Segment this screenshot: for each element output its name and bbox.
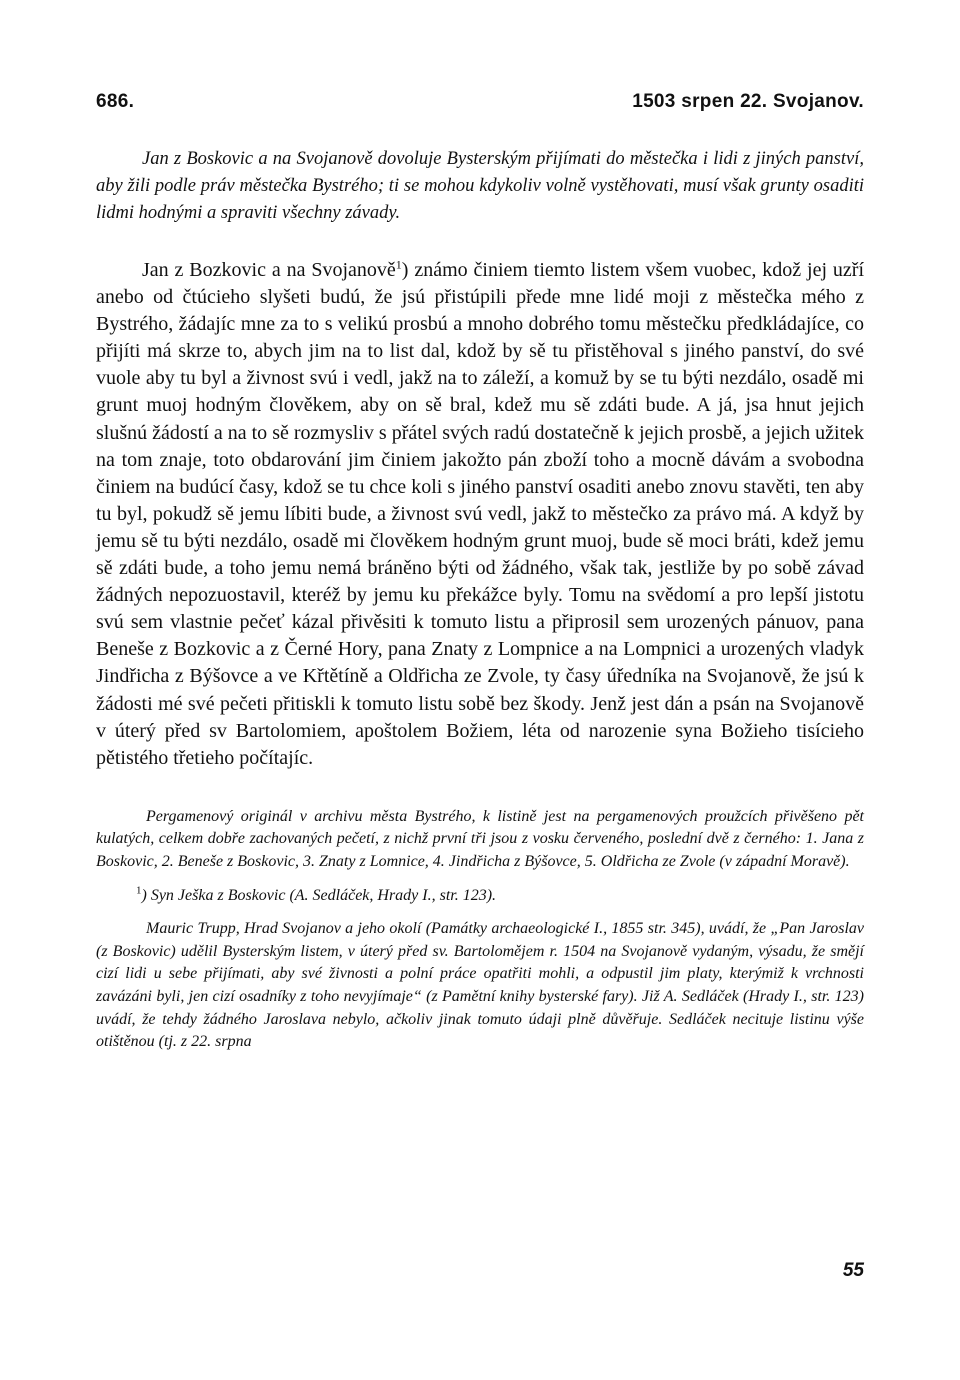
charter-text-rest: ) známo činiem tiemto listem všem vuobec, kdož jej uzří anebo od čtúcieho slyšeti budú, že jsú přistúpili přede mne lidé moji z městečka mého z Bystrého, žádajíc mne za to s velikú prosbú a mnoho dobrého tomu městečku předkládajíce, co přijíti má skrze to, abych jim na to list dal, kdož by sě tu přistěhoval s jiného panství, do své vuole aby tu byl a živnost svú i vedl, jakž na to záleží, a komuž by se tu býti nezdálo, osadě mi grunt muoj hodným člověkem, aby on sě bral, kdež mu sě zdáti bude. A já, jsa hnut jejich slušnú žádostí a na to sě rozmysliv s přátel svých radú dostatečně k jejich prosbě, a jejich užitek na tom znaje, toto obdarování jim činiem jakožto pán zboží toho a mocně dávám a svobodna činiem na budúcí časy, kdož se tu chce koli s jiného panství osaditi anebo znovu stavěti, ten aby tu byl, pokudž sě jemu líbiti bude, a živnost svú vedl, jakž to městečko za právo má. A když by jemu sě tu býti nezdálo, osadě mi člověkem hodným grunt muoj, bude sě moci bráti, kdež jemu sě zdáti bude, a toho jemu nemá bráněno býti od žádného, však tak, jestliže by po sobě závad žádných nepozuostavil, kteréž by jemu ku překážce byly. Tomu na svědomí a pro lepší jistotu svú sem vlastnie pečeť kázal přivěsiti k tomuto listu a připrosil sem urozených pánuov, pana Beneše z Bozkovic a z Černé Hory, pana Znaty z Lompnice a na Lompnici a urozených vladyk Jindřicha z Býšovce a ve Křtětíně a Oldřicha ze Zvole, ty časy úředníka na Svojanově, že jsú k žádosti mé své pečeti přitiskli k tomuto listu sobě bez škody. Jenž jest dán a psán na Svojanově v úterý před sv Bartolomiem, apoštolem Božiem, léta od narozenie syna Božieho tisícieho pětistého třetieho počítajíc. <box>96 259 865 769</box>
commentary-note: Mauric Trupp, Hrad Svojanov a jeho okolí (Památky archaeologické I., 1855 str. 345), uvádí, že „Pan Jaroslav (z Boskovic) udělil Bysterským listem, v úterý před sv. Bartolomějem r. 1504 na Svojanově vydaným, výsadu, že smějí cizí lidi u sebe přijímati, aby své živnosti a polní práce opatřiti mohli, a odpustil jim platy, kterýmiž k vrchnosti zavázáni byli, jen cizí osadníky z toho nevyjímaje“ (z Pamětní knihy bysterské fary). Již A. Sedláček (Hrady I., str. 123) uvádí, že tehdy žádného Jaroslava nebylo, ačkoliv jinak tomuto údaji plně důvěřuje. Sedláček necituje listinu výše otištěnou (tj. z 22. srpna <box>96 920 864 1051</box>
date-place-heading: 1503 srpen 22. Svojanov. <box>632 91 864 112</box>
charter-text-start: Jan z Bozkovic a na Svojanově <box>142 259 396 281</box>
footnote-mark: 1 <box>136 884 142 897</box>
page-header <box>96 88 864 116</box>
regest-summary: Jan z Boskovic a na Svojanově dovoluje Bysterským přijímati do městečka i lidi z jiných panství, aby žili podle práv městečka Bystrého; ti se mohou kdykoliv volně vystěhovati, musí však grunty osaditi lidmi hodnými a spraviti všechny závady. <box>96 149 864 223</box>
document-number: 686. <box>96 91 135 112</box>
source-note: Pergamenový originál v archivu města Bystrého, k listině jest na pergamenových proužcích přivěšeno pět kulatých, celkem dobře zachovaných pečetí, z nichž první tři jsou z vosku červeného, poslední dvě z černého: 1. Jana z Boskovic, 2. Beneše z Boskovic, 3. Znaty z Lomnice, 4. Jindřicha z Býšovce, 5. Oldřicha ze Zvole (v západní Moravě). <box>96 807 864 870</box>
footnote <box>96 885 864 908</box>
footnote-reference: 1 <box>395 257 402 272</box>
page-number: 55 <box>842 1260 864 1281</box>
page-content <box>96 88 864 1054</box>
charter-text <box>96 257 864 772</box>
footnote-text: ) Syn Ješka z Boskovic (A. Sedláček, Hrady I., str. 123). <box>141 886 497 904</box>
